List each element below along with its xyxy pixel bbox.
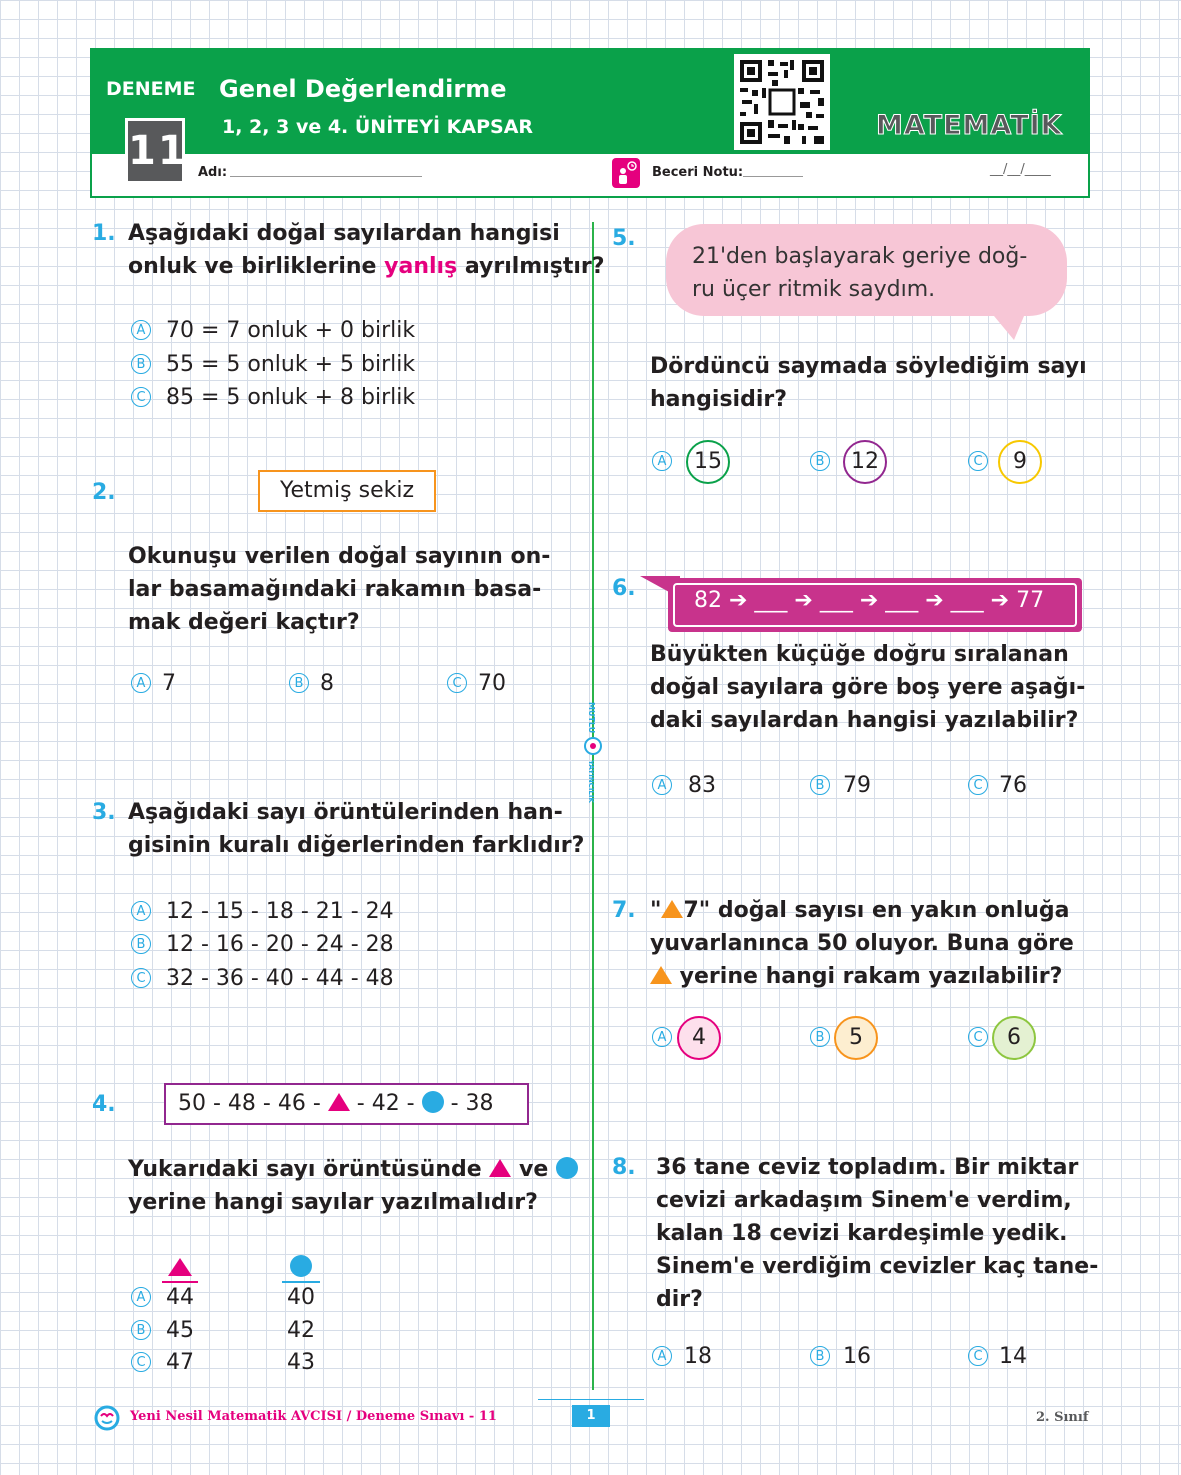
- q1-option-c[interactable]: 85 = 5 onluk + 8 birlik: [166, 385, 416, 410]
- skill-label: Beceri Notu:: [652, 165, 744, 180]
- q1-line-1: Aşağıdaki doğal sayılardan hangisi: [128, 221, 560, 246]
- q6-line-1: Büyükten küçüğe doğru sıralanan: [650, 642, 1069, 667]
- q7-number: 7.: [612, 898, 636, 923]
- q3-option-c-letter[interactable]: C: [131, 968, 151, 988]
- bubble-line-2: ru üçer ritmik saydım.: [692, 277, 936, 302]
- q4-option-b-circle[interactable]: 42: [287, 1318, 315, 1343]
- q8-line-4: Sinem'e verdiğim cevizler kaç tane-: [656, 1254, 1099, 1279]
- q5-option-c[interactable]: 9: [998, 440, 1042, 484]
- q5-option-b[interactable]: 12: [843, 440, 887, 484]
- skill-field[interactable]: [743, 176, 803, 177]
- q1-option-a-letter[interactable]: A: [131, 320, 151, 340]
- q7-option-b[interactable]: 5: [834, 1016, 878, 1060]
- q6-option-c-letter[interactable]: C: [968, 775, 988, 795]
- bubble-line-1: 21'den başlayarak geriye doğ-: [692, 244, 1028, 269]
- q8-line-2: cevizi arkadaşım Sinem'e verdim,: [656, 1188, 1072, 1213]
- q7-option-a-letter[interactable]: A: [652, 1027, 672, 1047]
- q2-text: [128, 540, 550, 639]
- q3-line-1: Aşağıdaki sayı örüntülerinden han-: [128, 800, 563, 825]
- date-field[interactable]: __/__/____: [990, 162, 1051, 177]
- q1-option-b[interactable]: 55 = 5 onluk + 5 birlik: [166, 352, 416, 377]
- q5-line-1: Dördüncü saymada söylediğim sayı: [650, 354, 1087, 379]
- triangle-icon: [489, 1159, 511, 1177]
- exam-subtitle: 1, 2, 3 ve 4. ÜNİTEYİ KAPSAR: [222, 116, 534, 138]
- q8-option-c-letter[interactable]: C: [968, 1346, 988, 1366]
- circle-icon: [556, 1157, 578, 1179]
- q1-text: [128, 217, 605, 283]
- q8-line-5: dir?: [656, 1287, 703, 1312]
- q8-line-1: 36 tane ceviz topladım. Bir miktar: [656, 1155, 1079, 1180]
- q6-text: [650, 638, 1085, 737]
- q4-option-c-triangle[interactable]: 47: [166, 1350, 194, 1375]
- footer-line: [538, 1399, 644, 1400]
- exam-title: Genel Değerlendirme: [219, 75, 507, 103]
- q6-option-b-letter[interactable]: B: [810, 775, 830, 795]
- q1-line-2: [128, 250, 605, 283]
- q4-box: [164, 1083, 529, 1125]
- q4-line-2: yerine hangi sayılar yazılmalıdır?: [128, 1190, 538, 1215]
- qr-code-icon[interactable]: [734, 54, 830, 150]
- q3-option-c[interactable]: 32 - 36 - 40 - 44 - 48: [166, 966, 394, 991]
- q2-box: Yetmiş sekiz: [258, 470, 436, 512]
- q4-circle-column-header: [282, 1254, 320, 1284]
- q8-line-3: kalan 18 cevizi kardeşimle yedik.: [656, 1221, 1068, 1246]
- q1-option-b-letter[interactable]: B: [131, 354, 151, 374]
- q1-line-2a: onluk ve birliklerine: [128, 254, 377, 279]
- q7-option-c[interactable]: 6: [992, 1016, 1036, 1060]
- q4-triangle-column-header: [162, 1256, 198, 1284]
- q4-option-a-letter[interactable]: A: [131, 1287, 151, 1307]
- deneme-label: DENEME: [106, 78, 196, 100]
- name-field[interactable]: [230, 176, 422, 177]
- footer-grade: 2. Sınıf: [1036, 1410, 1089, 1425]
- q7-text: [650, 894, 1074, 993]
- exam-number: 11: [125, 118, 185, 184]
- speech-bubble-text: [692, 240, 1027, 306]
- q5-option-c-letter[interactable]: C: [968, 451, 988, 471]
- q7-line-1: [650, 894, 1074, 927]
- q6-line-3: daki sayılardan hangisi yazılabilir?: [650, 708, 1079, 733]
- q2-number: 2.: [92, 480, 116, 505]
- q8-text: [656, 1151, 1098, 1316]
- q3-number: 3.: [92, 800, 116, 825]
- q4-option-a-triangle[interactable]: 44: [166, 1285, 194, 1310]
- q7-quote: ": [650, 898, 662, 923]
- name-label: Adı:: [198, 165, 228, 180]
- skill-person-icon: [612, 158, 640, 188]
- q2-option-a[interactable]: 7: [162, 671, 176, 696]
- q4-line-1b: ve: [519, 1157, 549, 1182]
- q6-option-a[interactable]: 83: [688, 773, 716, 798]
- q7-option-a[interactable]: 4: [677, 1016, 721, 1060]
- q3-text: [128, 796, 584, 862]
- q4-box-part-2: - 42 -: [356, 1091, 415, 1116]
- q1-option-a[interactable]: 70 = 7 onluk + 0 birlik: [166, 318, 416, 343]
- q2-option-b-letter[interactable]: B: [289, 673, 309, 693]
- q6-option-a-letter[interactable]: A: [652, 775, 672, 795]
- q7-line-3: [650, 960, 1074, 993]
- q3-line-2: gisinin kuralı diğerlerinden farklıdır?: [128, 833, 585, 858]
- subject-title: MATEMATİK: [876, 110, 1063, 141]
- q7-line-3b: yerine hangi rakam yazılabilir?: [679, 964, 1063, 989]
- q5-option-a-letter[interactable]: A: [652, 451, 672, 471]
- q3-option-a-letter[interactable]: A: [131, 901, 151, 921]
- q4-line-1: [128, 1153, 578, 1186]
- q8-option-b-letter[interactable]: B: [810, 1346, 830, 1366]
- q2-option-c-letter[interactable]: C: [447, 673, 467, 693]
- q4-line-1a: Yukarıdaki sayı örüntüsünde: [128, 1157, 482, 1182]
- q2-line-3: mak değeri kaçtır?: [128, 610, 360, 635]
- page-number: 1: [572, 1405, 610, 1427]
- q1-number: 1.: [92, 221, 116, 246]
- q7-line-1b: 7" doğal sayısı en yakın onluğa: [683, 898, 1070, 923]
- side-brand-top: MUTLU: [587, 702, 596, 734]
- q4-option-b-letter[interactable]: B: [131, 1320, 151, 1340]
- q8-option-c[interactable]: 14: [999, 1344, 1027, 1369]
- q4-option-c-letter[interactable]: C: [131, 1352, 151, 1372]
- q7-line-2: yuvarlanınca 50 oluyor. Buna göre: [650, 931, 1074, 956]
- circle-icon: [422, 1091, 444, 1113]
- q4-box-part-3: - 38: [450, 1091, 494, 1116]
- q2-option-a-letter[interactable]: A: [131, 673, 151, 693]
- q6-line-2: doğal sayılara göre boş yere aşağı-: [650, 675, 1086, 700]
- q2-line-1: Okunuşu verilen doğal sayının on-: [128, 544, 551, 569]
- q1-option-c-letter[interactable]: C: [131, 387, 151, 407]
- q7-option-c-letter[interactable]: C: [968, 1027, 988, 1047]
- triangle-icon: [650, 966, 672, 984]
- triangle-icon: [328, 1093, 350, 1111]
- footer-book-title: Yeni Nesil Matematik AVCISI / Deneme Sınavı - 11: [130, 1409, 497, 1424]
- q4-option-a-circle[interactable]: 40: [287, 1285, 315, 1310]
- q2-option-c[interactable]: 70: [478, 671, 506, 696]
- q2-option-b[interactable]: 8: [320, 671, 334, 696]
- q8-number: 8.: [612, 1155, 636, 1180]
- q6-sequence: 82 ➔ ___ ➔ ___ ➔ ___ ➔ ___ ➔ 77: [694, 588, 1045, 613]
- q3-option-b-letter[interactable]: B: [131, 934, 151, 954]
- q5-line-2: hangisidir?: [650, 387, 787, 412]
- q4-box-part-1: 50 - 48 - 46 -: [178, 1091, 321, 1116]
- q3-option-a[interactable]: 12 - 15 - 18 - 21 - 24: [166, 899, 394, 924]
- q6-option-b[interactable]: 79: [843, 773, 871, 798]
- q8-option-b[interactable]: 16: [843, 1344, 871, 1369]
- q6-number: 6.: [612, 576, 636, 601]
- q2-line-2: lar basamağındaki rakamın basa-: [128, 577, 542, 602]
- q4-option-c-circle[interactable]: 43: [287, 1350, 315, 1375]
- q7-option-b-letter[interactable]: B: [810, 1027, 830, 1047]
- side-brand-bottom: YAYINCILIK: [587, 760, 595, 803]
- q5-number: 5.: [612, 226, 636, 251]
- q4-option-b-triangle[interactable]: 45: [166, 1318, 194, 1343]
- q5-option-a[interactable]: 15: [686, 440, 730, 484]
- q8-option-a-letter[interactable]: A: [652, 1346, 672, 1366]
- publisher-logo-icon: [94, 1405, 120, 1431]
- q1-highlight: yanlış: [384, 254, 458, 279]
- q5-text: [650, 350, 1087, 416]
- triangle-icon: [661, 900, 683, 918]
- q4-number: 4.: [92, 1092, 116, 1117]
- q5-option-b-letter[interactable]: B: [810, 451, 830, 471]
- q1-line-2b: ayrılmıştır?: [464, 254, 605, 279]
- q6-option-c[interactable]: 76: [999, 773, 1027, 798]
- q3-option-b[interactable]: 12 - 16 - 20 - 24 - 28: [166, 932, 394, 957]
- q8-option-a[interactable]: 18: [684, 1344, 712, 1369]
- side-brand: [583, 700, 603, 830]
- q4-text: [128, 1153, 578, 1219]
